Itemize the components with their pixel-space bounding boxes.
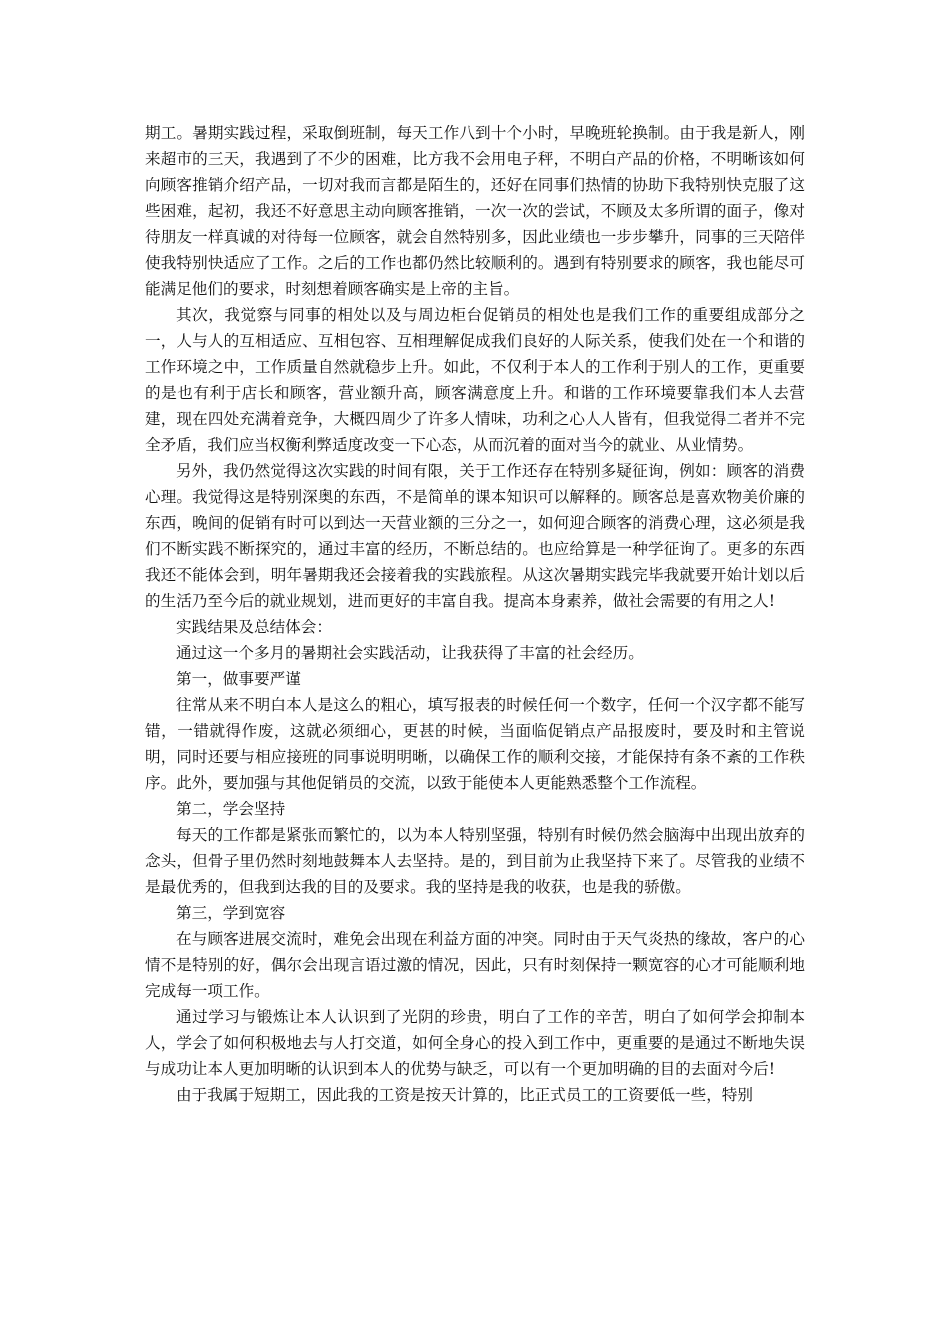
paragraph: 往常从来不明白本人是这么的粗心，填写报表的时候任何一个数字，任何一个汉字都不能写错，一错就得作废，这就必须细心，更甚的时候，当面临促销点产品报废时，要及时和主管说明，同时还要与相应接班的同事说明明晰，以确保工作的顺利交接，才能保持有条不紊的工作秩序。此外，要加强与其他促销员的交流，以致于能使本人更能熟悉整个工作流程。 [145,696,805,792]
section-heading: 第一，做事要严谨 [176,670,301,688]
paragraph: 另外，我仍然觉得这次实践的时间有限，关于工作还存在特别多疑征询，例如：顾客的消费心理。我觉得这是特别深奥的东西，不是简单的课本知识可以解释的。顾客总是喜欢物美价廉的东西，晚间的促销有时可以到达一天营业额的三分之一，如何迎合顾客的消费心理，这必须是我们不断实践不断探究的，通过丰富的经历，不断总结的。也应给算是一种学征询了。更多的东西我还不能体会到，明年暑期我还会接着我的实践旅程。从这次暑期实践完毕我就要开始计划以后的生活乃至今后的就业规划，进而更好的丰富自我。提高本身素养，做社会需要的有用之人! [145,462,805,610]
document-body [145,120,805,1108]
paragraph: 通过这一个多月的暑期社会实践活动，让我获得了丰富的社会经历。 [176,644,644,662]
paragraph: 其次，我觉察与同事的相处以及与周边柜台促销员的相处也是我们工作的重要组成部分之一，人与人的互相适应、互相包容、互相理解促成我们良好的人际关系，使我们处在一个和谐的工作环境之中，工作质量自然就稳步上升。如此，不仅利于本人的工作利于别人的工作，更重要的是也有利于店长和顾客，营业额升高，顾客满意度上升。和谐的工作环境要靠我们本人去营建，现在四处充满着竞争，大概四周少了许多人情味，功利之心人人皆有，但我觉得二者并不完全矛盾，我们应当权衡利弊适度改变一下心态，从而沉着的面对当今的就业、从业情势。 [145,306,805,454]
section-heading: 第二，学会坚持 [176,800,286,818]
section-heading: 实践结果及总结体会： [176,618,332,636]
paragraph: 在与顾客进展交流时，难免会出现在利益方面的冲突。同时由于天气炎热的缘故，客户的心情不是特别的好，偶尔会出现言语过激的情况，因此，只有时刻保持一颗宽容的心才可能顺利地完成每一项工作。 [145,930,805,1000]
paragraph: 由于我属于短期工，因此我的工资是按天计算的，比正式员工的工资要低一些，特别 [176,1086,753,1104]
paragraph: 期工。暑期实践过程，采取倒班制，每天工作八到十个小时，早晚班轮换制。由于我是新人，刚来超市的三天，我遇到了不少的困难，比方我不会用电子秤，不明白产品的价格，不明晰该如何向顾客推销介绍产品，一切对我而言都是陌生的，还好在同事们热情的协助下我特别快克服了这些困难，起初，我还不好意思主动向顾客推销，一次一次的尝试，不顾及太多所谓的面子，像对待朋友一样真诚的对待每一位顾客，就会自然特别多，因此业绩也一步步攀升，同事的三天陪伴使我特别快适应了工作。之后的工作也都仍然比较顺利的。遇到有特别要求的顾客，我也能尽可能满足他们的要求，时刻想着顾客确实是上帝的主旨。 [145,124,805,298]
paragraph: 每天的工作都是紧张而繁忙的，以为本人特别坚强，特别有时候仍然会脑海中出现出放弃的念头，但骨子里仍然时刻地鼓舞本人去坚持。是的，到目前为止我坚持下来了。尽管我的业绩不是最优秀的，但我到达我的目的及要求。我的坚持是我的收获，也是我的骄傲。 [145,826,805,896]
paragraph: 通过学习与锻炼让本人认识到了光阴的珍贵，明白了工作的辛苦，明白了如何学会抑制本人，学会了如何积极地去与人打交道，如何全身心的投入到工作中，更重要的是通过不断地失误与成功让本人更加明晰的认识到本人的优势与缺乏，可以有一个更加明确的目的去面对今后! [145,1008,805,1078]
section-heading: 第三，学到宽容 [176,904,286,922]
